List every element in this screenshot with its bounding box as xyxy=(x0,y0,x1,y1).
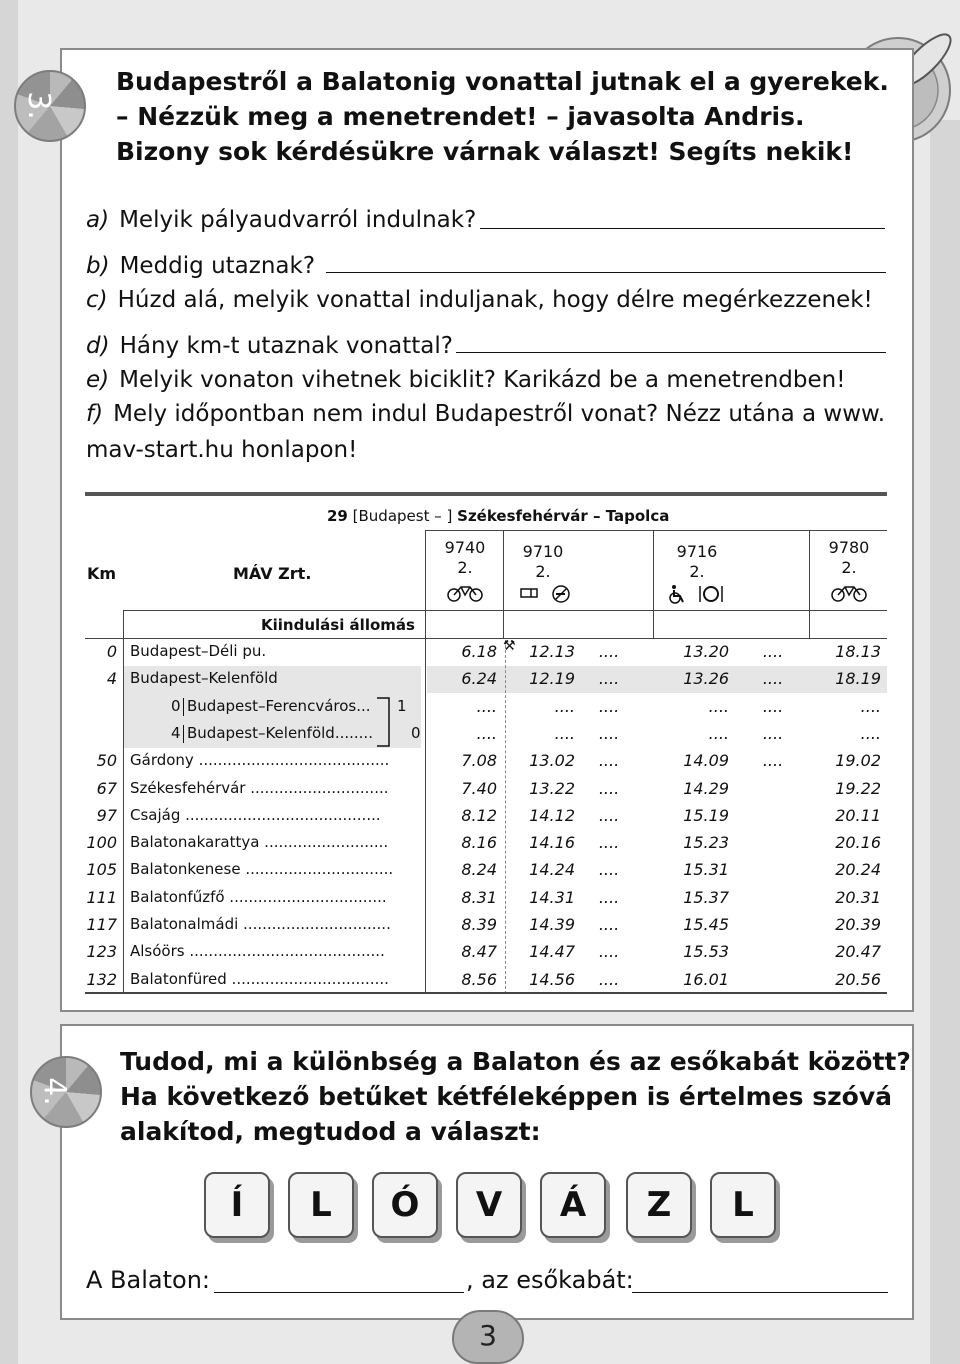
letter-tile[interactable]: Z xyxy=(626,1172,692,1238)
table-bottom-rule xyxy=(85,992,887,994)
departure-time: 8.16 xyxy=(461,833,497,853)
route-title: 29 [Budapest – ] Székesfehérvár – Tapolca xyxy=(327,507,670,525)
bicycle-icon xyxy=(447,584,483,602)
km-value: 111 xyxy=(86,887,117,907)
departure-time: .... xyxy=(762,696,784,716)
departure-time: 20.11 xyxy=(835,805,881,825)
question-e: e) Melyik vonaton vihetnek biciklit? Karikázd be a menetrendben! xyxy=(86,367,846,393)
branch-km-right: 0 xyxy=(411,723,421,742)
column-divider xyxy=(425,530,426,994)
departure-time: 14.29 xyxy=(683,778,729,798)
company-name: MÁV Zrt. xyxy=(233,564,312,583)
branch-km: 4 xyxy=(171,723,181,742)
departure-time: .... xyxy=(762,751,784,771)
task-4-title xyxy=(120,1044,911,1149)
letter-tile[interactable]: L xyxy=(710,1172,776,1238)
departure-time: 8.24 xyxy=(461,860,497,880)
header-divider xyxy=(123,610,887,611)
station-name: Balatonakarattya .......................... xyxy=(130,833,389,852)
departure-time: 13.26 xyxy=(683,669,729,689)
departure-time: 20.39 xyxy=(835,915,881,934)
bicycle-icon xyxy=(831,584,867,602)
km-value: 123 xyxy=(86,942,117,962)
departure-time: 13.22 xyxy=(529,778,575,798)
task-number: 3. xyxy=(20,91,56,120)
departure-time: 14.12 xyxy=(529,805,575,825)
title-line: alakítod, megtudod a választ: xyxy=(120,1117,541,1146)
page-number: 3 xyxy=(452,1310,524,1364)
departure-time: 12.13 xyxy=(529,642,575,661)
table-top-rule xyxy=(85,492,887,496)
station-name: Budapest–Déli pu. xyxy=(130,642,267,660)
column-divider xyxy=(653,530,654,638)
train-9780: 9780 2. xyxy=(828,538,870,577)
departure-time: .... xyxy=(598,723,620,743)
departure-time: .... xyxy=(598,915,620,934)
task-number: 4. xyxy=(36,1077,72,1106)
departure-time: 15.23 xyxy=(683,833,729,853)
title-line: Bizony sok kérdésükre várnak választ! Segíts nekik! xyxy=(116,137,854,166)
departure-time: 7.40 xyxy=(461,778,497,798)
question-c: c) Húzd alá, melyik vonattal induljanak, hogy délre megérkezzenek! xyxy=(86,287,873,313)
letter-tile[interactable]: V xyxy=(456,1172,522,1238)
departure-time: 6.18 xyxy=(461,642,497,661)
km-value: 4 xyxy=(106,669,117,689)
departure-time: .... xyxy=(762,642,784,661)
answer-line-a[interactable] xyxy=(480,228,885,229)
departure-time: 14.16 xyxy=(529,833,575,853)
departure-time: .... xyxy=(598,887,620,907)
departure-time: .... xyxy=(476,723,497,743)
departure-time: 13.20 xyxy=(683,642,729,661)
title-line: Ha következő betűket kétféleképpen is értelmes szóvá xyxy=(120,1082,892,1111)
title-line: – Nézzük meg a menetrendet! – javasolta Andris. xyxy=(116,102,805,131)
departure-time: 14.24 xyxy=(529,860,575,880)
departure-time: .... xyxy=(476,696,497,716)
question-f: f) Mely időpontban nem indul Budapestről vonat? Nézz utána a www. xyxy=(86,401,886,427)
departure-time: 19.22 xyxy=(835,778,881,798)
departure-time: .... xyxy=(598,942,620,962)
station-name: Budapest–Kelenföld xyxy=(130,669,278,688)
dashed-divider xyxy=(505,640,507,994)
background-stripe xyxy=(930,120,960,1364)
column-divider xyxy=(809,530,810,638)
departure-time: .... xyxy=(598,860,620,880)
task-number-badge xyxy=(14,70,86,142)
departure-time: .... xyxy=(708,723,729,743)
answer-label-esokabat: , az esőkabát: xyxy=(466,1266,634,1294)
departure-time: 8.31 xyxy=(461,887,497,907)
km-value: 67 xyxy=(96,778,117,798)
answer-line-esokabat[interactable] xyxy=(632,1292,888,1293)
departure-time: 15.37 xyxy=(683,887,729,907)
letter-tile[interactable]: Á xyxy=(540,1172,606,1238)
train-9740: 9740 2. xyxy=(444,538,486,577)
departure-time: 8.47 xyxy=(461,942,497,962)
departure-time: 20.47 xyxy=(835,942,881,962)
departure-time: .... xyxy=(708,696,729,716)
letter-tile[interactable]: Ó xyxy=(372,1172,438,1238)
km-value: 97 xyxy=(96,805,117,825)
column-divider xyxy=(503,530,504,638)
ticket-icon xyxy=(519,584,541,602)
title-line: Budapestről a Balatonig vonattal jutnak el a gyerekek. xyxy=(116,67,889,96)
departure-time: 20.16 xyxy=(835,833,881,853)
departure-time: 13.02 xyxy=(529,751,575,771)
departure-time: 15.31 xyxy=(683,860,729,880)
departure-time: 15.53 xyxy=(683,942,729,962)
departure-time: 20.24 xyxy=(835,860,881,880)
station-name: Balatonkenese ............................... xyxy=(130,860,394,879)
departure-time: 15.19 xyxy=(683,805,729,825)
column-divider xyxy=(123,610,124,994)
departure-time: 14.39 xyxy=(529,915,575,934)
wheelchair-icon xyxy=(667,584,687,604)
km-value: 105 xyxy=(86,860,117,880)
branch-marker xyxy=(183,725,184,743)
departure-time: .... xyxy=(860,696,881,716)
km-value: 117 xyxy=(86,915,117,934)
station-name: Székesfehérvár ............................. xyxy=(130,778,389,797)
departure-time: .... xyxy=(762,723,784,743)
km-value: 132 xyxy=(86,969,117,989)
departure-time: .... xyxy=(598,696,620,716)
no-smoking-icon xyxy=(551,584,571,604)
station-name: Balatonalmádi ............................... xyxy=(130,915,391,933)
station-name: Balatonfüred ................................. xyxy=(130,969,389,988)
title-line: Tudod, mi a különbség a Balaton és az esőkabát között? xyxy=(120,1047,911,1076)
tool-icon: ⚒ xyxy=(503,638,516,654)
departure-time: 14.47 xyxy=(529,942,575,962)
letter-tile[interactable]: Í xyxy=(204,1172,270,1238)
km-value: 100 xyxy=(86,833,117,853)
departure-time: .... xyxy=(554,696,575,716)
timetable xyxy=(85,492,887,994)
question-a: a) Melyik pályaudvarról indulnak? xyxy=(86,207,477,233)
background-stripe xyxy=(0,0,18,1364)
task-3-title xyxy=(116,64,889,169)
departure-time: 20.31 xyxy=(835,887,881,907)
departure-time: 12.19 xyxy=(529,669,575,689)
departure-time: 8.39 xyxy=(461,915,497,934)
header-bottom-rule xyxy=(85,638,887,639)
answer-line-balaton[interactable] xyxy=(214,1292,464,1293)
header-rule xyxy=(425,530,887,531)
dining-icon xyxy=(697,584,725,604)
departure-time: 14.31 xyxy=(529,887,575,907)
departure-time: 8.56 xyxy=(461,969,497,989)
branch-bracket xyxy=(375,696,393,748)
departure-time: .... xyxy=(860,723,881,743)
answer-label-balaton: A Balaton: xyxy=(86,1266,210,1294)
departure-time: .... xyxy=(598,642,620,661)
branch-km-right: 1 xyxy=(397,696,407,715)
answer-line-d[interactable] xyxy=(456,352,886,353)
departure-time: .... xyxy=(598,751,620,771)
station-name: Gárdony ........................................ xyxy=(130,751,390,770)
branch-marker xyxy=(183,698,184,716)
km-header: Km xyxy=(87,564,117,583)
departure-time: 18.19 xyxy=(835,669,881,689)
question-b: b) Meddig utaznak? xyxy=(86,253,316,279)
station-name: Balatonfűzfő ................................. xyxy=(130,887,387,906)
km-value: 0 xyxy=(106,642,117,661)
train-9710: 9710 2. xyxy=(522,542,564,581)
departure-time: 15.45 xyxy=(683,915,729,934)
question-f-continued: mav-start.hu honlapon! xyxy=(86,437,358,463)
departure-time: .... xyxy=(598,805,620,825)
departure-label: Kiindulási állomás xyxy=(261,616,415,634)
departure-time: .... xyxy=(554,723,575,743)
departure-time: 6.24 xyxy=(461,669,497,689)
departure-time: .... xyxy=(598,669,620,689)
task-number-badge xyxy=(30,1056,102,1128)
station-name: Alsóörs ......................................... xyxy=(130,942,385,961)
departure-time: 19.02 xyxy=(835,751,881,771)
letter-tile[interactable]: L xyxy=(288,1172,354,1238)
departure-time: .... xyxy=(598,833,620,853)
departure-time: 14.09 xyxy=(683,751,729,771)
departure-time: 8.12 xyxy=(461,805,497,825)
departure-time: 7.08 xyxy=(461,751,497,771)
departure-time: 16.01 xyxy=(683,969,729,989)
station-name: Csajág ......................................... xyxy=(130,805,381,824)
departure-time: .... xyxy=(598,778,620,798)
departure-time: 18.13 xyxy=(835,642,881,661)
station-name: Budapest–Kelenföld........ xyxy=(187,723,373,742)
answer-line-b[interactable] xyxy=(326,272,886,273)
branch-km: 0 xyxy=(171,696,181,715)
km-value: 50 xyxy=(96,751,117,771)
departure-time: .... xyxy=(598,969,620,989)
departure-time: 14.56 xyxy=(529,969,575,989)
station-name: Budapest–Ferencváros... xyxy=(187,696,371,715)
departure-time: 20.56 xyxy=(835,969,881,989)
departure-time: .... xyxy=(762,669,784,689)
train-9716: 9716 2. xyxy=(676,542,718,581)
question-d: d) Hány km-t utaznak vonattal? xyxy=(86,333,453,359)
